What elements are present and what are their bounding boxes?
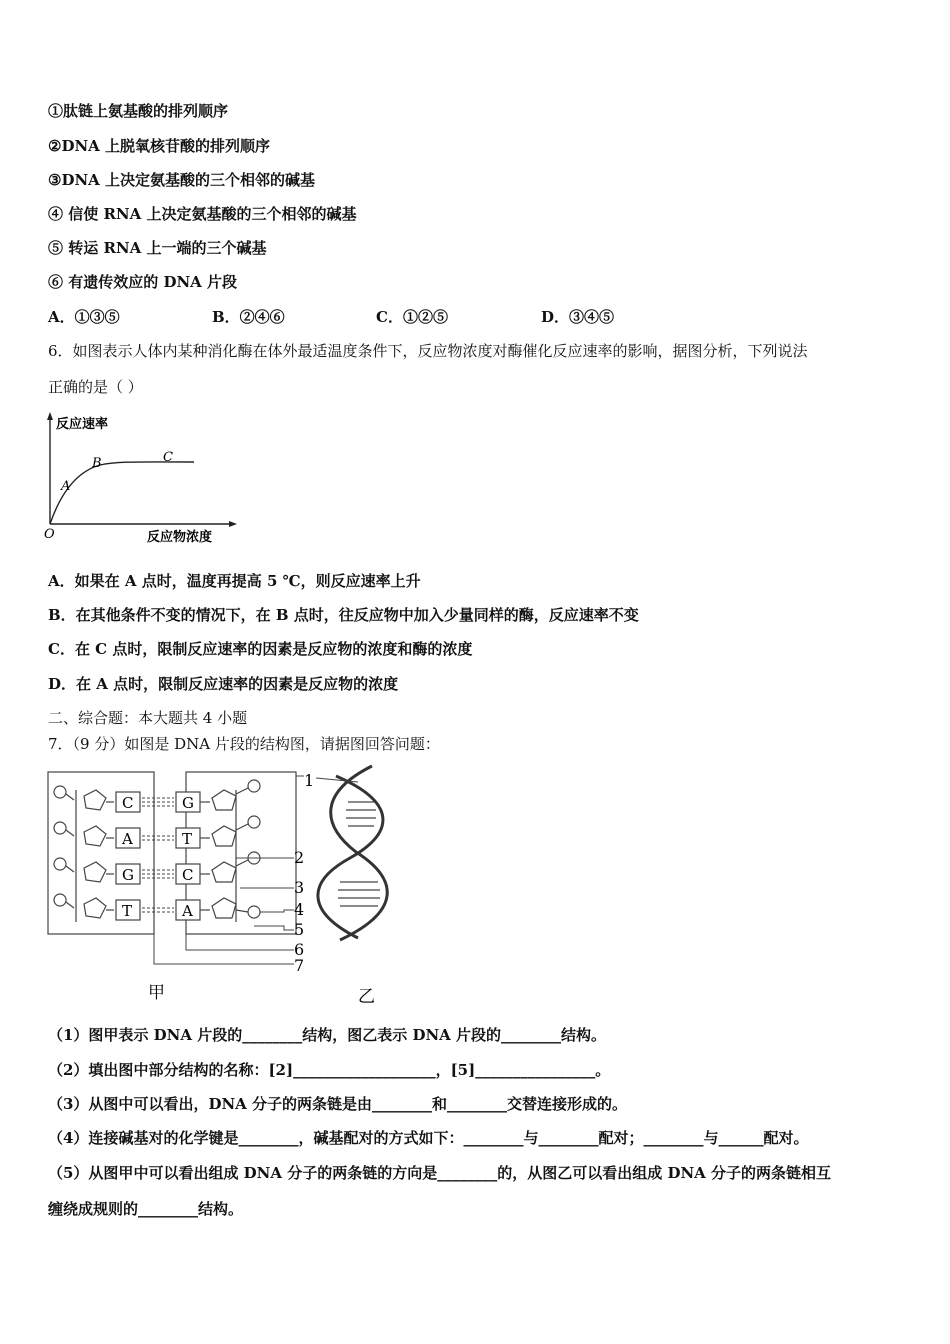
- callout-4: 4: [294, 900, 305, 919]
- x-axis-label: 反应物浓度: [147, 530, 213, 545]
- callout-5: 5: [294, 920, 305, 939]
- right-base-3: C: [182, 866, 194, 884]
- q5-option-b: B．②④⑥: [212, 308, 285, 326]
- q5-option-c: C．①②⑤: [376, 308, 448, 326]
- q6-stem-line2: 正确的是（ ）: [48, 378, 143, 396]
- q6-stem-line1: 6．如图表示人体内某种消化酶在体外最适温度条件下，反应物浓度对酶催化反应速率的影响，据图分析，下列说法: [48, 342, 808, 360]
- q5-item-6: ⑥ 有遗传效应的 DNA 片段: [48, 273, 238, 291]
- q7-sub-2: （2）填出图中部分结构的名称：[2]___________________，[5]________________。: [48, 1061, 611, 1079]
- callout-3: 3: [294, 878, 305, 897]
- q5-item-5: ⑤ 转运 RNA 上一端的三个碱基: [48, 239, 267, 257]
- origin-label: O: [44, 527, 55, 542]
- right-base-1: G: [182, 794, 194, 812]
- rate-curve: [50, 462, 194, 524]
- q7-sub-1: （1）图甲表示 DNA 片段的________结构，图乙表示 DNA 片段的________结构。: [48, 1026, 607, 1044]
- pair-row-4: [54, 894, 260, 920]
- left-base-2: A: [122, 830, 133, 848]
- q7-dna-figure: [40, 762, 420, 1012]
- pair-row-1: [54, 780, 260, 812]
- hydrogen-bonds: [142, 798, 174, 912]
- q7-sub-3: （3）从图中可以看出，DNA 分子的两条链是由________和________交替连接形成的。: [48, 1095, 628, 1113]
- label-jia: 甲: [148, 983, 165, 1003]
- callout-1: 1: [304, 771, 315, 790]
- left-base-3: G: [122, 866, 134, 884]
- q7-sub-5-line1: （5）从图甲中可以看出组成 DNA 分子的两条链的方向是________的，从图乙可以看出组成 DNA 分子的两条链相互: [48, 1164, 832, 1182]
- q7-sub-4: （4）连接碱基对的化学键是________，碱基配对的方式如下：________与________配对；________与______配对。: [48, 1129, 809, 1147]
- pair-row-2: [54, 816, 260, 848]
- callout-2: 2: [294, 848, 305, 867]
- q5-item-2: ②DNA 上脱氧核苷酸的排列顺序: [48, 137, 271, 155]
- x-axis-arrow: [229, 521, 237, 527]
- q7-sub-5-line2: 缠绕成规则的________结构。: [48, 1200, 244, 1218]
- right-base-4: A: [182, 902, 193, 920]
- q6-option-d: D．在 A 点时，限制反应速率的因素是反应物的浓度: [48, 675, 399, 693]
- callout-7: 7: [294, 956, 305, 975]
- section2-title: 二、综合题：本大题共 4 小题: [48, 709, 248, 727]
- q5-option-d: D．③④⑤: [541, 308, 615, 326]
- q5-item-3: ③DNA 上决定氨基酸的三个相邻的碱基: [48, 171, 316, 189]
- label-yi: 乙: [358, 987, 375, 1007]
- q6-option-b: B．在其他条件不变的情况下，在 B 点时，往反应物中加入少量同样的酶，反应速率不变: [48, 606, 639, 624]
- point-c-label: C: [163, 450, 173, 465]
- double-helix: [318, 766, 387, 940]
- q6-option-c: C．在 C 点时，限制反应速率的因素是反应物的浓度和酶的浓度: [48, 640, 473, 658]
- callout-6: 6: [294, 940, 305, 959]
- point-a-label: A: [61, 479, 71, 494]
- q6-option-a: A．如果在 A 点时，温度再提高 5 ℃，则反应速率上升: [48, 572, 421, 590]
- q7-stem: 7．（9 分）如图是 DNA 片段的结构图，请据图回答问题：: [48, 735, 440, 753]
- q6-rate-graph: [40, 410, 250, 550]
- right-base-2: T: [182, 830, 193, 848]
- y-axis-arrow: [47, 412, 53, 420]
- point-b-label: B: [92, 456, 102, 471]
- pair-row-3: [54, 852, 260, 884]
- y-axis-label: 反应速率: [56, 417, 109, 432]
- q5-option-a: A．①③⑤: [48, 308, 120, 326]
- q5-item-1: ①肽链上氨基酸的排列顺序: [48, 102, 229, 120]
- q5-item-4: ④ 信使 RNA 上决定氨基酸的三个相邻的碱基: [48, 205, 357, 223]
- left-base-1: C: [122, 794, 134, 812]
- left-base-4: T: [122, 902, 133, 920]
